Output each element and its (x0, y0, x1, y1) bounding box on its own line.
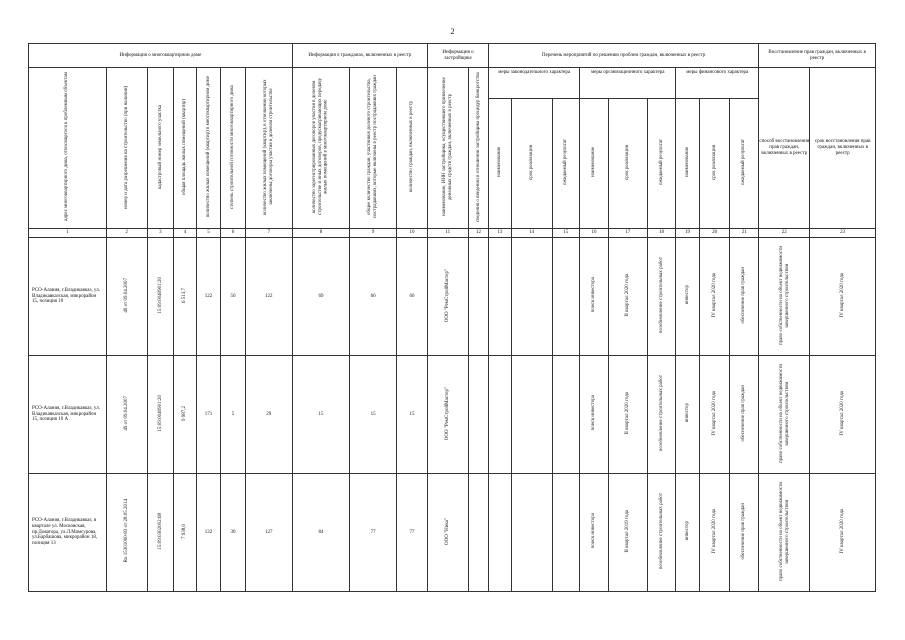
leg-name-cell (489, 238, 511, 356)
org-term-cell: II квартал 2019 года (608, 474, 647, 592)
org-result-cell: возобновление строительных работ (647, 238, 676, 356)
restore-method-cell: право собственности на объект недвижимости завершенного строительством (759, 474, 810, 592)
column-number: 8 (292, 229, 349, 238)
col-developer-header: наименование, ИНН застройщика, осуществившего привлечение денежных средств граждан, включенных в реестр (427, 68, 468, 229)
column-number: 16 (580, 229, 609, 238)
citizens-total-cell: 66 (350, 238, 397, 356)
col-org-result-header: ожидаемый результат (647, 99, 676, 229)
column-numbers-row (29, 229, 876, 238)
area-cell: 9 987,2 (174, 356, 196, 474)
column-number: 12 (468, 229, 488, 238)
cadastral-cell: 15:09:0302002:68 (147, 474, 174, 592)
contracts-cell: 84 (292, 474, 349, 592)
col-restore-term-header: срок восстановления прав граждан, включенных в реестр (810, 68, 876, 229)
restore-term-cell: IV квартал 2020 года (810, 474, 876, 592)
col-apartments-header: количество жилых помещений (квартир) в многоквартирном доме (196, 68, 221, 229)
header-object-info: Информация о многоквартирном доме (29, 44, 293, 68)
readiness-cell: 50 (221, 238, 246, 356)
org-name-cell: поиск инвестора (580, 238, 609, 356)
header-legislative-measures: меры законодательного характера (489, 68, 580, 99)
col-cadastral-header: кадастровый номер земельного участка (147, 68, 174, 229)
fin-name-cell: инвестор (676, 238, 700, 356)
col-leg-name-header: наименование (489, 99, 511, 229)
fin-term-cell: IV квартал 2020 года (699, 238, 730, 356)
permit-cell: Ru 15301000-83 от 28.05.2014 (106, 474, 147, 592)
column-number: 15 (552, 229, 580, 238)
column-number: 3 (147, 229, 174, 238)
developer-cell: ООО "РемСтройМастер" (427, 238, 468, 356)
column-number: 13 (489, 229, 511, 238)
column-number: 9 (350, 229, 397, 238)
leg-result-cell (552, 238, 580, 356)
contracts-cell: 15 (292, 356, 349, 474)
restore-method-cell: право собственности на объект недвижимости завершенного строительством (759, 238, 810, 356)
col-ddu-apartments-header: количество жилых помещений (квартир), в отношении которых заключены договоры участия в долевом строительстве (245, 68, 292, 229)
leg-result-cell (552, 474, 580, 592)
citizens-total-cell: 77 (350, 474, 397, 592)
column-number: 22 (759, 229, 810, 238)
col-leg-term-header: срок реализации (511, 99, 552, 229)
fin-name-cell: инвестор (676, 474, 700, 592)
org-result-cell: возобновление строительных работ (647, 356, 676, 474)
fin-result-cell: обеспечение прав граждан (730, 238, 759, 356)
header-organizational-measures: меры организационного характера (580, 68, 676, 99)
col-citizens-registry-header: количество граждан, включенных в реестр (397, 68, 428, 229)
fin-term-cell: IV квартал 2020 года (699, 356, 730, 474)
citizens-total-cell: 15 (350, 356, 397, 474)
column-number: 1 (29, 229, 107, 238)
problem-objects-table (28, 43, 876, 591)
column-number: 19 (676, 229, 700, 238)
col-org-name-header: наименование (580, 99, 609, 229)
col-readiness-header: степень строительной готовности многоквартирного дома (221, 68, 246, 229)
fin-term-cell: IV квартал 2020 года (699, 474, 730, 592)
leg-term-cell (511, 238, 552, 356)
col-restore-method-header: способ восстановления прав граждан, включенных в реестр (759, 68, 810, 229)
column-number: 17 (608, 229, 647, 238)
col-bankruptcy-header: сведения о введении в отношении застройщика процедур банкротства (468, 68, 488, 229)
bankruptcy-cell (468, 356, 488, 474)
cadastral-cell: 15:09:0040901:20 (147, 238, 174, 356)
cadastral-cell: 15:09:0040901:20 (147, 356, 174, 474)
permit-cell: 49 от 09.04.2007 (106, 238, 147, 356)
col-area-header: общая площадь жилых помещений (квартир) (174, 68, 196, 229)
column-number: 20 (699, 229, 730, 238)
bankruptcy-cell (468, 238, 488, 356)
fin-result-cell: обеспечение прав граждан (730, 474, 759, 592)
column-number: 21 (730, 229, 759, 238)
address-cell: РСО-Алания, г.Владикавказ, в квартале ул. Московская, пр.Доватора, ул.Л.Мамсурова, ул.Барбашова, микрорайон 18, позиция 13 (29, 474, 107, 592)
header-developer-info: Информация о застройщике (427, 44, 488, 68)
ddu-apartments-cell: 127 (245, 474, 292, 592)
col-org-term-header: срок реализации (608, 99, 647, 229)
leg-result-cell (552, 356, 580, 474)
column-number: 10 (397, 229, 428, 238)
col-address-header: адрес многоквартирного дома, относящегося к проблемным объектам (29, 68, 107, 229)
org-term-cell: II квартал 2020 года (608, 356, 647, 474)
fin-name-cell: инвестор (676, 356, 700, 474)
bankruptcy-cell (468, 474, 488, 592)
header-restore-rights: Восстановление прав граждан, включенных в реестр (759, 44, 876, 68)
citizens-registry-cell: 77 (397, 474, 428, 592)
restore-method-cell: право собственности на объект недвижимости завершенного строительством (759, 356, 810, 474)
leg-name-cell (489, 356, 511, 474)
fin-result-cell: обеспечение прав граждан (730, 356, 759, 474)
address-cell: РСО-Алания, г.Владикавказ, ул. Владикавказская, микрорайон 15, позиция 10 А (29, 356, 107, 474)
ddu-apartments-cell: 122 (245, 238, 292, 356)
org-name-cell: поиск инвестора (580, 356, 609, 474)
column-number: 11 (427, 229, 468, 238)
restore-term-cell: IV квартал 2020 года (810, 356, 876, 474)
org-name-cell: поиск инвестора (580, 474, 609, 592)
apartments-cell: 132 (196, 474, 221, 592)
header-citizens-info: Информация о гражданах, включенных в реестр (292, 44, 427, 68)
permit-cell: 49 от 09.04.2007 (106, 356, 147, 474)
area-cell: 6 513,7 (174, 238, 196, 356)
page-number: 2 (450, 27, 455, 36)
area-cell: 7 938,0 (174, 474, 196, 592)
readiness-cell: 5 (221, 356, 246, 474)
citizens-registry-cell: 15 (397, 356, 428, 474)
col-citizens-total-header: общее количество граждан, участников долевого строительства, пострадавших, которые включены в реестр пострадавших граждан (350, 68, 397, 229)
header-measures: Перечень мероприятий по решению проблем граждан, включенных в реестр (489, 44, 759, 68)
apartments-cell: 171 (196, 356, 221, 474)
column-number: 4 (174, 229, 196, 238)
apartments-cell: 122 (196, 238, 221, 356)
column-number: 7 (245, 229, 292, 238)
leg-name-cell (489, 474, 511, 592)
org-term-cell: II квартал 2020 года (608, 238, 647, 356)
leg-term-cell (511, 356, 552, 474)
col-fin-name-header: наименование (676, 99, 700, 229)
table-row (29, 356, 876, 474)
col-leg-result-header: ожидаемый результат (552, 99, 580, 229)
leg-term-cell (511, 474, 552, 592)
header-financial-measures: меры финансового характера (676, 68, 759, 99)
column-number: 14 (511, 229, 552, 238)
column-number: 18 (647, 229, 676, 238)
ddu-apartments-cell: 29 (245, 356, 292, 474)
readiness-cell: 30 (221, 474, 246, 592)
column-number: 5 (196, 229, 221, 238)
table-row (29, 474, 876, 592)
column-number: 6 (221, 229, 246, 238)
col-fin-result-header: ожидаемый результат (730, 99, 759, 229)
column-number: 23 (810, 229, 876, 238)
column-number: 2 (106, 229, 147, 238)
contracts-cell: 69 (292, 238, 349, 356)
col-contracts-header: количество зарегистрированных договоров участия в долевом строительстве и иных договоров, предусматривающих передачу жилых помещений в многоквартирном доме (292, 68, 349, 229)
org-result-cell: возобновление строительных работ (647, 474, 676, 592)
citizens-registry-cell: 66 (397, 238, 428, 356)
developer-cell: ООО "РемСтройМастер" (427, 356, 468, 474)
col-permit-header: номер и дата разрешения на строительство (при наличии) (106, 68, 147, 229)
address-cell: РСО-Алания, г.Владикавказ, ул. Владикавказская, микрорайон 15, позиция 10 (29, 238, 107, 356)
table-row (29, 238, 876, 356)
developer-cell: ООО "Ника" (427, 474, 468, 592)
restore-term-cell: IV квартал 2020 года (810, 238, 876, 356)
col-fin-term-header: срок реализации (699, 99, 730, 229)
